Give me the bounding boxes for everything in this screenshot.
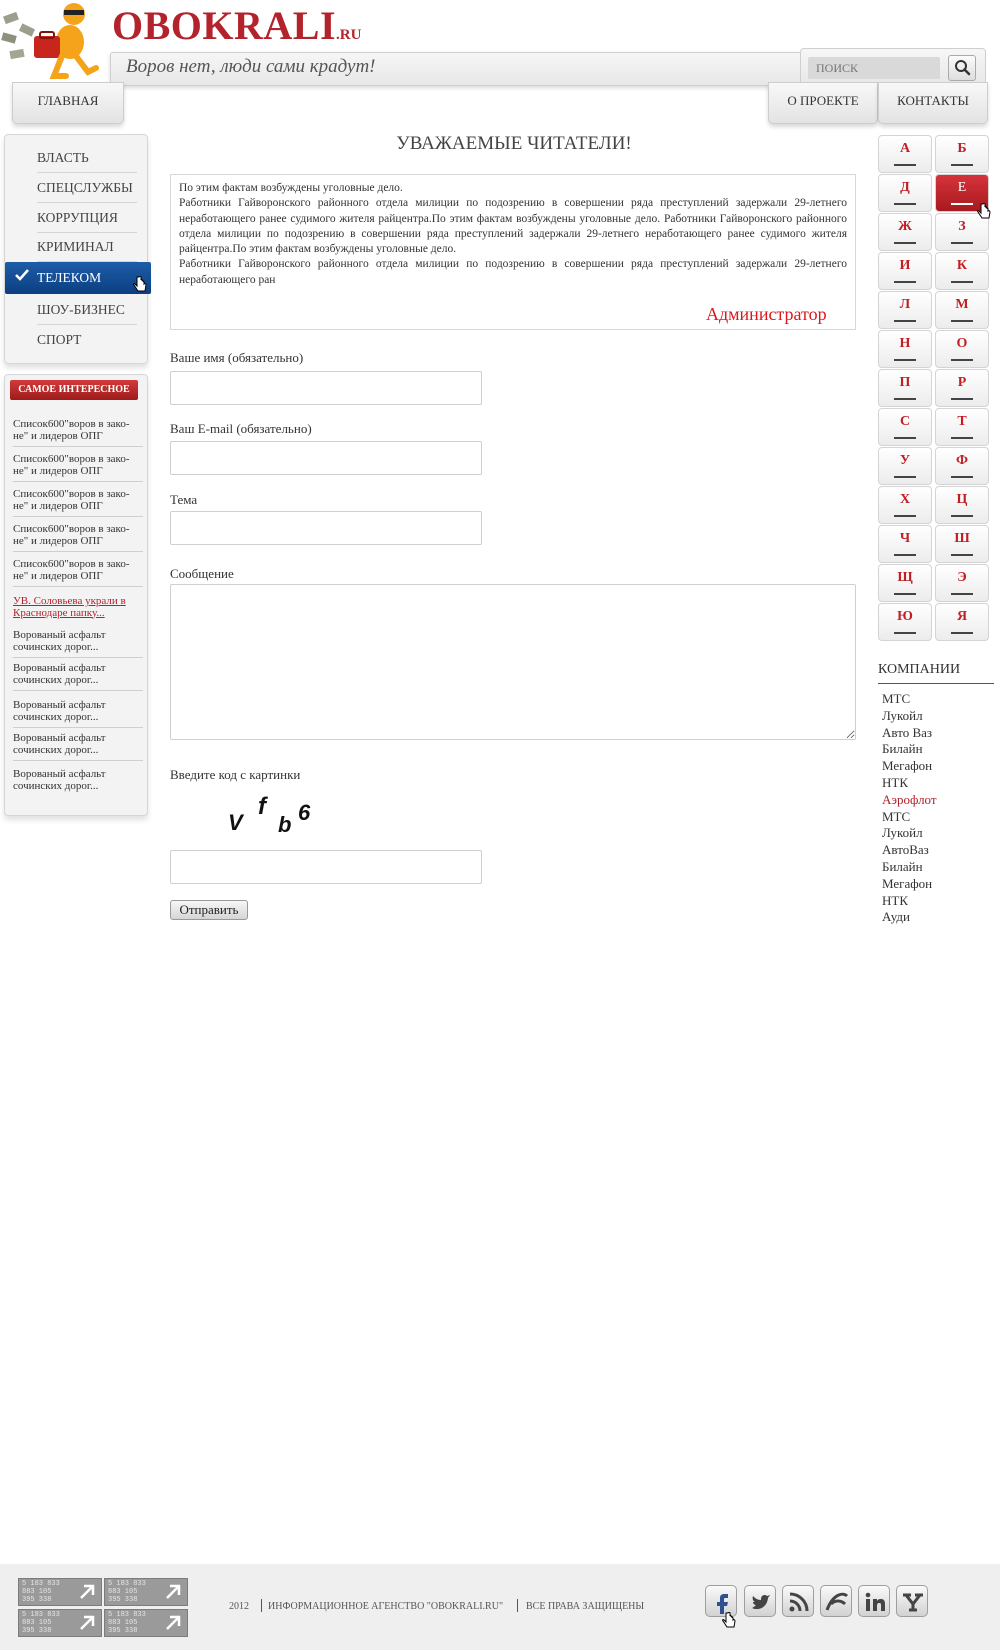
message-paragraph: По этим фактам возбуждены уголовные дело. bbox=[179, 182, 403, 194]
counter-badge[interactable]: 5 183 833 883 105 395 338 bbox=[104, 1578, 188, 1606]
footer-rights: ВСЕ ПРАВА ЗАЩИЩЕНЫ bbox=[526, 1601, 645, 1612]
rss-button[interactable] bbox=[782, 1585, 814, 1617]
interesting-item[interactable]: Список600"воров в зако-не" и лидеров ОПГ bbox=[13, 489, 143, 517]
name-field[interactable] bbox=[170, 371, 482, 405]
yahoo-icon bbox=[901, 1590, 925, 1614]
hand-cursor-icon bbox=[133, 276, 147, 294]
nav-about-button[interactable]: О ПРОЕКТЕ bbox=[768, 82, 878, 124]
logo-thief-figure[interactable] bbox=[0, 0, 108, 82]
svg-text:6: 6 bbox=[298, 800, 311, 825]
sidebar-item-label: ТЕЛЕКОМ bbox=[37, 270, 102, 285]
counter-badge[interactable]: 5 183 833 883 105 395 338 bbox=[104, 1609, 188, 1637]
yahoo-button[interactable] bbox=[896, 1585, 928, 1617]
rss-icon bbox=[787, 1590, 811, 1614]
message-field[interactable] bbox=[170, 584, 856, 740]
letter-М-button[interactable]: М bbox=[935, 291, 989, 329]
footer-year: 2012 bbox=[229, 1601, 249, 1612]
most-interesting-panel bbox=[4, 374, 148, 816]
svg-text:b: b bbox=[278, 812, 292, 837]
letter-Ю-button[interactable]: Ю bbox=[878, 603, 932, 641]
company-link[interactable]: Аэрофлот bbox=[882, 791, 937, 807]
letter-Ф-button[interactable]: Ф bbox=[935, 447, 989, 485]
svg-text:V: V bbox=[228, 810, 243, 835]
arrow-up-right-icon bbox=[77, 1613, 97, 1633]
sidebar-category-menu bbox=[4, 134, 148, 364]
linkedin-icon bbox=[863, 1590, 887, 1614]
sidebar-item-vlast[interactable]: ВЛАСТЬ bbox=[37, 143, 137, 173]
company-link[interactable]: НТК bbox=[882, 775, 908, 790]
letter-И-button[interactable]: И bbox=[878, 252, 932, 290]
counter-badge[interactable]: 5 183 833 883 105 395 338 bbox=[18, 1609, 102, 1637]
letter-Е-button[interactable]: Е bbox=[935, 174, 989, 212]
letter-О-button[interactable]: О bbox=[935, 330, 989, 368]
company-link[interactable]: Лукойл bbox=[882, 825, 923, 841]
company-link[interactable]: Мегафон bbox=[882, 875, 933, 891]
captcha-field[interactable] bbox=[170, 850, 482, 884]
letter-Ч-button[interactable]: Ч bbox=[878, 525, 932, 563]
footer-agency: ИНФОРМАЦИОННОЕ АГЕНСТВО "OBOKRALI.RU" bbox=[268, 1601, 504, 1612]
letter-Б-button[interactable]: Б bbox=[935, 135, 989, 173]
counter-badge[interactable]: 5 183 833 883 105 395 338 bbox=[18, 1578, 102, 1606]
nav-home-button[interactable]: ГЛАВНАЯ bbox=[12, 82, 124, 124]
slogan: Воров нет, люди сами крадут! bbox=[126, 56, 376, 77]
letter-Л-button[interactable]: Л bbox=[878, 291, 932, 329]
letter-Р-button[interactable]: Р bbox=[935, 369, 989, 407]
letter-Ц-button[interactable]: Ц bbox=[935, 486, 989, 524]
footer-divider bbox=[261, 1599, 262, 1612]
company-link[interactable]: Билайн bbox=[882, 741, 923, 757]
company-link[interactable]: НТК bbox=[882, 892, 908, 908]
company-link[interactable]: МТС bbox=[882, 808, 911, 824]
hand-cursor-icon bbox=[977, 203, 991, 221]
interesting-item[interactable]: Список600"воров в зако-не" и лидеров ОПГ bbox=[13, 559, 143, 587]
email-label: Ваш E-mail (обязательно) bbox=[170, 421, 312, 436]
submit-button[interactable]: Отправить bbox=[170, 900, 248, 920]
name-label: Ваше имя (обязательно) bbox=[170, 350, 304, 365]
letter-П-button[interactable]: П bbox=[878, 369, 932, 407]
most-interesting-title: САМОЕ ИНТЕРЕСНОЕ bbox=[10, 380, 138, 400]
companies-title: КОМПАНИИ bbox=[878, 662, 994, 684]
interesting-item[interactable]: Ворованый асфальт сочинских дорог... bbox=[13, 630, 143, 658]
footer-divider bbox=[517, 1599, 518, 1612]
letter-А-button[interactable]: А bbox=[878, 135, 932, 173]
search-input[interactable] bbox=[808, 57, 940, 79]
delicious-button[interactable] bbox=[820, 1585, 852, 1617]
message-paragraph: Работники Гайворонского районного отдела милиции по подозрению в совершении ряда преступлений задержали 29-летнего неработающего ран bbox=[179, 258, 847, 286]
letter-Ш-button[interactable]: Ш bbox=[935, 525, 989, 563]
interesting-item[interactable]: Ворованый асфальт сочинских дорог... bbox=[13, 700, 143, 728]
company-link[interactable]: Билайн bbox=[882, 859, 923, 874]
company-link[interactable]: Авто Ваз bbox=[882, 724, 933, 740]
letter-Т-button[interactable]: Т bbox=[935, 408, 989, 446]
company-link[interactable]: АвтоВаз bbox=[882, 842, 929, 858]
delicious-icon bbox=[825, 1590, 849, 1614]
search-button[interactable] bbox=[948, 55, 976, 81]
letter-С-button[interactable]: С bbox=[878, 408, 932, 446]
arrow-up-right-icon bbox=[163, 1582, 183, 1602]
letter-З-button[interactable]: З bbox=[935, 213, 989, 251]
subject-field[interactable] bbox=[170, 511, 482, 545]
sidebar-item-shou-biznes[interactable]: ШОУ-БИЗНЕС bbox=[37, 295, 137, 325]
facebook-icon bbox=[710, 1590, 734, 1614]
message-label: Сообщение bbox=[170, 566, 234, 581]
interesting-item[interactable]: Список600"воров в зако-не" и лидеров ОПГ bbox=[13, 454, 143, 482]
letter-Я-button[interactable]: Я bbox=[935, 603, 989, 641]
company-link[interactable]: Мегафон bbox=[882, 758, 933, 774]
interesting-item[interactable]: Ворованый асфальт сочинских дорог... bbox=[13, 768, 106, 792]
interesting-item[interactable]: Ворованый асфальт сочинских дорог... bbox=[13, 663, 143, 691]
sidebar-item-sport[interactable]: СПОРТ bbox=[37, 332, 82, 347]
subject-label: Тема bbox=[170, 492, 198, 507]
company-link[interactable]: Ауди bbox=[882, 909, 910, 925]
message-author: Администратор bbox=[706, 304, 827, 324]
letter-У-button[interactable]: У bbox=[878, 447, 932, 485]
twitter-button[interactable] bbox=[744, 1585, 776, 1617]
letter-Д-button[interactable]: Д bbox=[878, 174, 932, 212]
hand-cursor-icon bbox=[722, 1612, 736, 1630]
letter-К-button[interactable]: К bbox=[935, 252, 989, 290]
captcha-image bbox=[220, 790, 330, 840]
arrow-up-right-icon bbox=[77, 1582, 97, 1602]
sidebar-item-specsluzhby[interactable]: СПЕЦСЛУЖБЫ bbox=[37, 173, 137, 203]
page-title: УВАЖАЕМЫЕ ЧИТАТЕЛИ! bbox=[396, 133, 632, 154]
interesting-item[interactable]: УВ. Соловьева украли в Краснодаре папку... bbox=[13, 595, 126, 619]
arrow-up-right-icon bbox=[163, 1613, 183, 1633]
sidebar-item-korrupciya[interactable]: КОРРУПЦИЯ bbox=[37, 203, 137, 233]
letter-Ж-button[interactable]: Ж bbox=[878, 213, 932, 251]
svg-text:f: f bbox=[258, 793, 266, 820]
email-field[interactable] bbox=[170, 441, 482, 475]
site-logo[interactable]: OBOKRALI.RU bbox=[112, 3, 362, 48]
company-link[interactable]: Лукойл bbox=[882, 707, 923, 723]
sidebar-item-telekom[interactable] bbox=[5, 262, 151, 294]
message-paragraph: Работники Гайворонского районного отдела милиции по подозрению в совершении ряда преступлений задержали 29-летнего неработающего ранее судимого жителя райцентра.По этим фактам возбуждены уголовные дело. Работники Гайворонского районного отдела милиции по подозрению в совершении ряда преступлений задержали 29-летнего неработающего ранее судимого жителя райцентра.По этим фактам возбуждены уголовные дело. bbox=[179, 197, 847, 256]
linkedin-button[interactable] bbox=[858, 1585, 890, 1617]
sidebar-item-kriminal[interactable]: КРИМИНАЛ bbox=[37, 232, 137, 262]
company-link[interactable]: МТС bbox=[882, 691, 911, 706]
check-icon bbox=[15, 268, 29, 282]
interesting-item[interactable]: Ворованый асфальт сочинских дорог... bbox=[13, 733, 143, 761]
twitter-icon bbox=[749, 1590, 773, 1614]
interesting-item[interactable]: Список600"воров в зако-не" и лидеров ОПГ bbox=[13, 419, 143, 447]
letter-Щ-button[interactable]: Щ bbox=[878, 564, 932, 602]
letter-Э-button[interactable]: Э bbox=[935, 564, 989, 602]
interesting-item[interactable]: Список600"воров в зако-не" и лидеров ОПГ bbox=[13, 524, 143, 552]
letter-Х-button[interactable]: Х bbox=[878, 486, 932, 524]
letter-Н-button[interactable]: Н bbox=[878, 330, 932, 368]
nav-contacts-button[interactable]: КОНТАКТЫ bbox=[878, 82, 988, 124]
search-icon bbox=[949, 56, 975, 80]
captcha-label: Введите код с картинки bbox=[170, 767, 301, 782]
